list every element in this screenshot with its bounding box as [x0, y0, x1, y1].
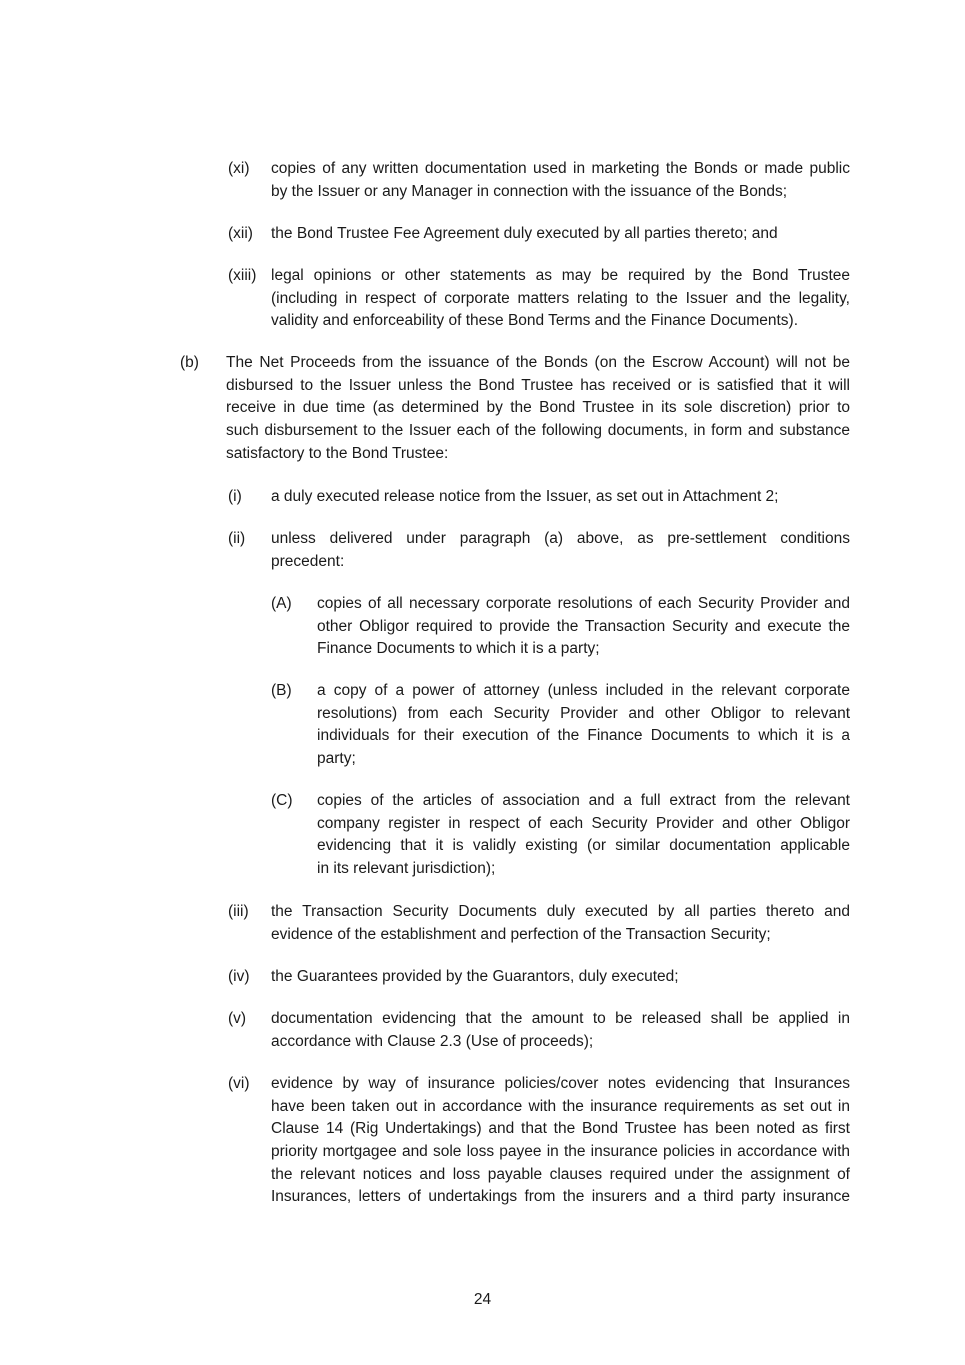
- text-line: accordance with Clause 2.3 (Use of proceeds);: [271, 1032, 594, 1050]
- text-line: the relevant notices and loss payable clauses required under the assignment of: [271, 1165, 850, 1183]
- list-item-label: (v): [228, 1010, 247, 1027]
- text-line: (including in respect of corporate matters relating to the Issuer and the legality,: [271, 289, 850, 307]
- text-line: resolutions) from each Security Provider and other Obligor to relevant: [317, 704, 850, 722]
- text-line: a duly executed release notice from the Issuer, as set out in Attachment 2;: [271, 488, 779, 505]
- list-item-text: [271, 158, 850, 203]
- text-line: by the Issuer or any Manager in connection with the issuance of the Bonds;: [271, 182, 788, 200]
- text-line: documentation evidencing that the amount to be released shall be applied in: [271, 1010, 850, 1027]
- list-item-text: [271, 966, 850, 989]
- list-item-text: [271, 528, 850, 573]
- list-item-label: (vi): [228, 1075, 250, 1092]
- list-item-label: (A): [271, 595, 292, 612]
- list-item-label: (i): [228, 488, 242, 505]
- text-line: Clause 14 (Rig Undertakings) and that the Bond Trustee has been noted as first: [271, 1120, 850, 1138]
- list-item-text: [226, 352, 850, 465]
- text-line: the Bond Trustee Fee Agreement duly executed by all parties thereto; and: [271, 225, 778, 242]
- list-item-label: (iv): [228, 968, 250, 985]
- text-line: disbursed to the Issuer unless the Bond Trustee has received or is satisfied that it will: [226, 376, 850, 394]
- text-line: legal opinions or other statements as may be required by the Bond Trustee: [271, 267, 850, 284]
- list-item-text: [271, 901, 850, 946]
- list-item-text: [271, 223, 850, 246]
- list-item-text: [317, 593, 850, 661]
- text-line: party;: [317, 750, 356, 768]
- text-line: evidencing that it is validly existing (or similar documentation applicable: [317, 837, 850, 855]
- text-line: Finance Documents to which it is a party;: [317, 640, 600, 658]
- text-line: validity and enforceability of these Bond Terms and the Finance Documents).: [271, 312, 798, 330]
- text-line: company register in respect of each Security Provider and other Obligor: [317, 814, 850, 832]
- page-number: 24: [473, 1291, 492, 1308]
- text-line: copies of any written documentation used in marketing the Bonds or made public: [271, 160, 850, 177]
- list-item-text: [271, 1073, 850, 1209]
- text-line: receive in due time (as determined by the Bond Trustee in its sole discretion) prior to: [226, 399, 850, 417]
- text-line: precedent:: [271, 552, 345, 570]
- text-line: a copy of a power of attorney (unless included in the relevant corporate: [317, 682, 850, 699]
- text-line: the Guarantees provided by the Guarantors, duly executed;: [271, 968, 679, 985]
- list-item-label: (xii): [228, 225, 253, 242]
- list-item-text: [271, 486, 850, 509]
- list-item-label: (ii): [228, 530, 246, 547]
- text-line: satisfactory to the Bond Trustee:: [226, 444, 449, 462]
- list-item-label: (C): [271, 792, 293, 809]
- list-item-label: (B): [271, 682, 292, 699]
- text-line: copies of all necessary corporate resolutions of each Security Provider and: [317, 595, 850, 612]
- list-item-label: (b): [180, 354, 199, 371]
- list-item-text: [271, 265, 850, 333]
- text-line: have been taken out in accordance with the insurance requirements as set out in: [271, 1097, 850, 1115]
- list-item-label: (xiii): [228, 267, 257, 284]
- list-item-text: [317, 680, 850, 771]
- text-line: priority mortgagee and sole loss payee in the insurance policies in accordance with: [271, 1143, 850, 1161]
- list-item-text: [317, 790, 850, 881]
- text-line: such disbursement to the Issuer each of the following documents, in form and substance: [226, 422, 850, 440]
- text-line: unless delivered under paragraph (a) above, as pre-settlement conditions: [271, 530, 850, 547]
- list-item-label: (iii): [228, 903, 249, 920]
- text-line: in its relevant jurisdiction);: [317, 860, 496, 878]
- text-line: evidence of the establishment and perfection of the Transaction Security;: [271, 925, 771, 943]
- text-line: other Obligor required to provide the Transaction Security and execute the: [317, 617, 850, 635]
- list-item-text: [271, 1008, 850, 1053]
- text-line: the Transaction Security Documents duly executed by all parties thereto and: [271, 903, 850, 920]
- text-line: Insurances, letters of undertakings from the insurers and a third party insurance: [271, 1188, 850, 1206]
- list-item-label: (xi): [228, 160, 250, 177]
- text-line: evidence by way of insurance policies/cover notes evidencing that Insurances: [271, 1075, 850, 1092]
- text-line: individuals for their execution of the Finance Documents to which it is a: [317, 727, 850, 745]
- text-line: The Net Proceeds from the issuance of the Bonds (on the Escrow Account) will not be: [226, 354, 850, 371]
- text-line: copies of the articles of association and a full extract from the relevant: [317, 792, 850, 809]
